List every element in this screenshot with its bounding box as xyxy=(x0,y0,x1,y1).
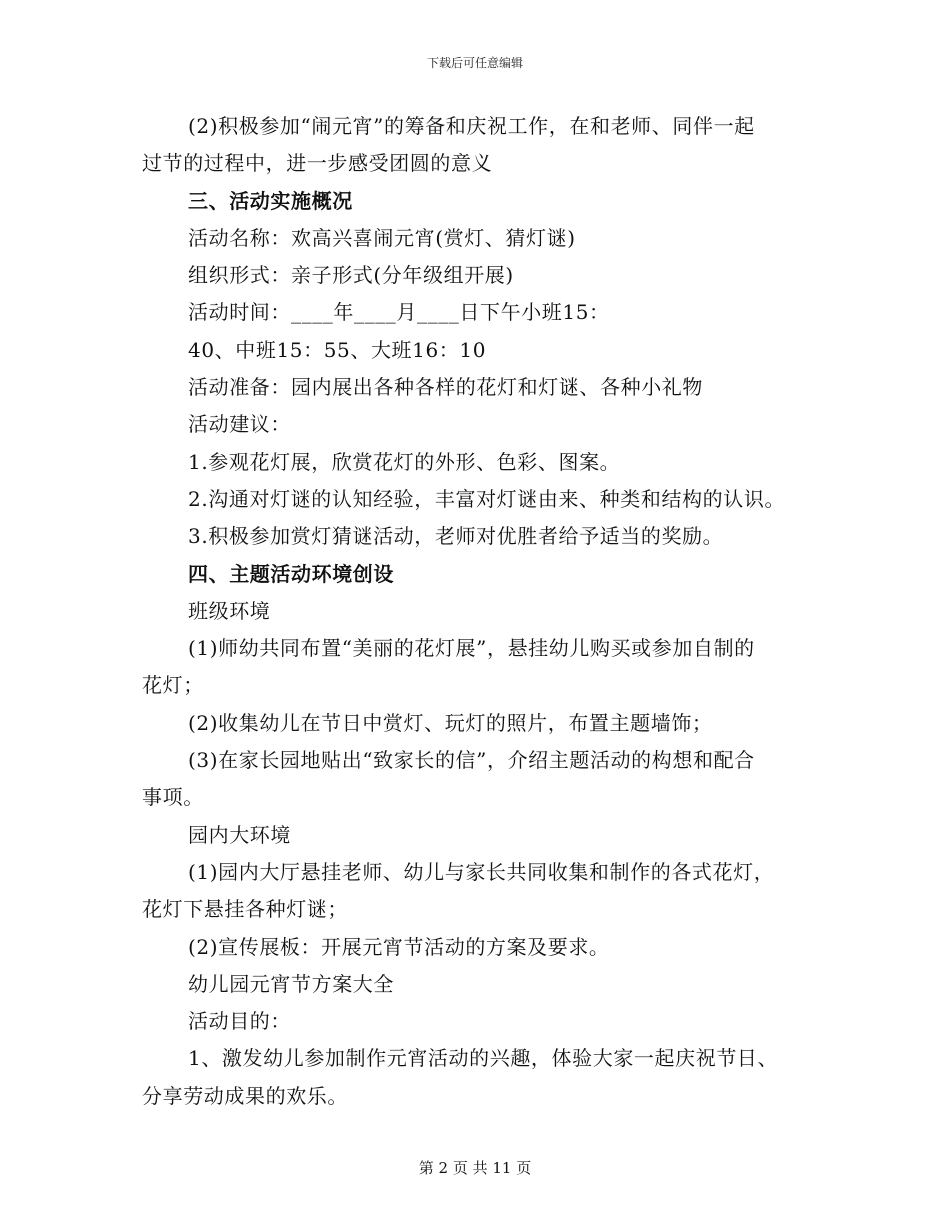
paragraph-line: 过节的过程中，进一步感受团圆的意义 xyxy=(142,151,493,176)
paragraph-line: (2)积极参加“闹元宵”的筹备和庆祝工作，在和老师、同伴一起 xyxy=(188,114,755,138)
subheading: 班级环境 xyxy=(188,598,271,623)
list-item: 1.参观花灯展，欣赏花灯的外形、色彩、图案。 xyxy=(188,449,621,474)
paragraph-line: 组织形式：亲子形式(分年级组开展) xyxy=(188,263,514,288)
subheading: 园内大环境 xyxy=(188,822,291,847)
paragraph-line: 活动准备：园内展出各种各样的花灯和灯谜、各种小礼物 xyxy=(188,375,703,400)
paragraph-line: 活动建议： xyxy=(188,412,291,437)
paragraph-line: (1)师幼共同布置“美丽的花灯展”，悬挂幼儿购买或参加自制的 xyxy=(188,636,755,661)
paragraph-line: 事项。 xyxy=(142,785,204,810)
paragraph-line: (1)园内大厅悬挂老师、幼儿与家长共同收集和制作的各式花灯， xyxy=(188,859,775,884)
section-heading: 四、主题活动环境创设 xyxy=(188,561,394,586)
list-item: 2.沟通对灯谜的认知经验，丰富对灯谜由来、种类和结构的认识。 xyxy=(188,486,786,511)
paragraph-line: 活动时间：____年____月____日下午小班15： xyxy=(188,300,610,325)
paragraph-line: 活动名称：欢高兴喜闹元宵(赏灯、猜灯谜) xyxy=(188,225,576,250)
paragraph-line: (2)宣传展板：开展元宵节活动的方案及要求。 xyxy=(188,934,610,959)
subheading: 幼儿园元宵节方案大全 xyxy=(188,971,394,996)
paragraph-line: 1、激发幼儿参加制作元宵活动的兴趣，体验大家一起庆祝节日、 xyxy=(188,1046,779,1071)
paragraph-line: (3)在家长园地贴出“致家长的信”，介绍主题活动的构想和配合 xyxy=(188,748,755,773)
paragraph-line: 分享劳动成果的欢乐。 xyxy=(142,1083,348,1108)
paragraph-line: (2)收集幼儿在节日中赏灯、玩灯的照片，布置主题墙饰； xyxy=(188,710,713,735)
list-item: 3.积极参加赏灯猜谜活动，老师对优胜者给予适当的奖励。 xyxy=(188,524,724,549)
page-number: 第 2 页 共 11 页 xyxy=(418,1159,532,1177)
document-body xyxy=(142,108,812,1115)
paragraph-line: 花灯； xyxy=(142,673,204,698)
paragraph-line: 40、中班15：55、大班16：10 xyxy=(188,337,487,362)
section-heading: 三、活动实施概况 xyxy=(188,188,353,213)
paragraph-line: 活动目的： xyxy=(188,1009,291,1034)
paragraph-line: 花灯下悬挂各种灯谜； xyxy=(142,897,348,922)
header-note: 下载后可任意编辑 xyxy=(426,56,523,70)
